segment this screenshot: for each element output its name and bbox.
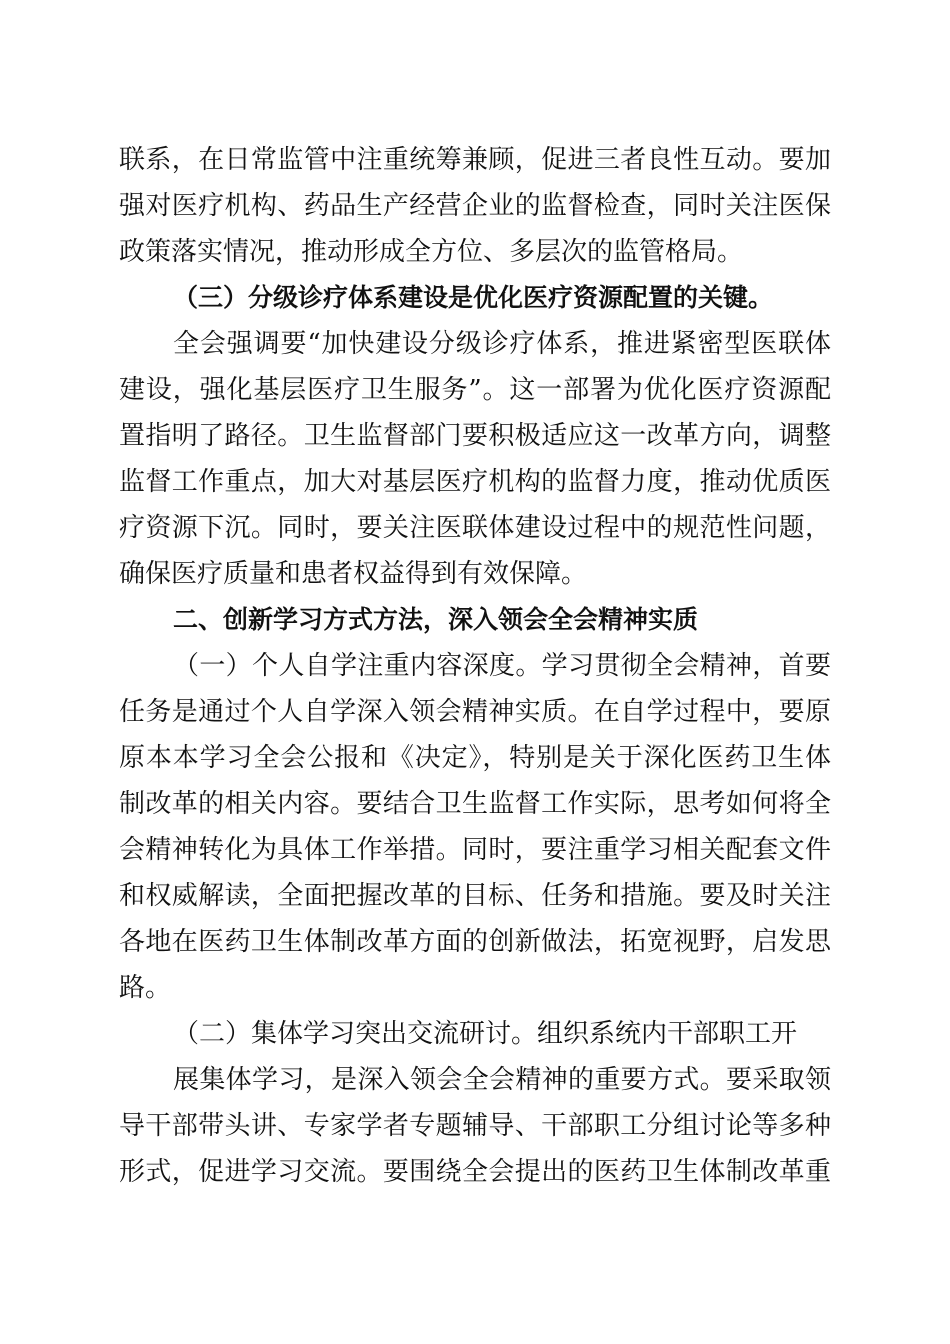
body-text-line: 和权威解读，全面把握改革的目标、任务和措施。要及时关注 bbox=[119, 881, 831, 911]
body-text-line: 任务是通过个人自学深入领会精神实质。在自学过程中，要原 bbox=[119, 697, 831, 727]
body-text-line: 导干部带头讲、专家学者专题辅导、干部职工分组讨论等多种 bbox=[119, 1111, 831, 1141]
body-text-line: 疗资源下沉。同时，要关注医联体建设过程中的规范性问题， bbox=[119, 513, 831, 543]
body-text-line: 政策落实情况，推动形成全方位、多层次的监管格局。 bbox=[119, 237, 744, 267]
body-text-line: 路。 bbox=[119, 973, 172, 1003]
body-text-line: 建设，强化基层医疗卫生服务”。这一部署为优化医疗资源配 bbox=[119, 375, 831, 405]
body-text-line: 展集体学习，是深入领会全会精神的重要方式。要采取领 bbox=[173, 1065, 831, 1095]
body-text-line: 会精神转化为具体工作举措。同时，要注重学习相关配套文件 bbox=[119, 835, 831, 865]
body-text-line: 监督工作重点，加大对基层医疗机构的监督力度，推动优质医 bbox=[119, 467, 831, 497]
body-text-line: 置指明了路径。卫生监督部门要积极适应这一改革方向，调整 bbox=[119, 421, 831, 451]
body-text-line: 制改革的相关内容。要结合卫生监督工作实际，思考如何将全 bbox=[119, 789, 831, 819]
body-text-line: 强对医疗机构、药品生产经营企业的监督检查，同时关注医保 bbox=[119, 191, 831, 221]
body-text-line: 原本本学习全会公报和《决定》，特别是关于深化医药卫生体 bbox=[119, 743, 831, 773]
body-text-line: 形式，促进学习交流。要围绕全会提出的医药卫生体制改革重 bbox=[119, 1157, 831, 1187]
subsection-heading-3: （三）分级诊疗体系建设是优化医疗资源配置的关键。 bbox=[173, 283, 774, 312]
body-text-line: （一）个人自学注重内容深度。学习贯彻全会精神，首要 bbox=[173, 651, 831, 681]
body-text-line: （二）集体学习突出交流研讨。组织系统内干部职工开 bbox=[173, 1019, 798, 1049]
body-text-line: 全会强调要“加快建设分级诊疗体系，推进紧密型医联体 bbox=[173, 329, 831, 359]
body-text-line: 各地在医药卫生体制改革方面的创新做法，拓宽视野，启发思 bbox=[119, 927, 831, 957]
body-text-line: 确保医疗质量和患者权益得到有效保障。 bbox=[119, 559, 588, 589]
section-heading-2: 二、创新学习方式方法，深入领会全会精神实质 bbox=[173, 605, 699, 634]
body-text-line: 联系，在日常监管中注重统筹兼顾，促进三者良性互动。要加 bbox=[119, 145, 831, 175]
